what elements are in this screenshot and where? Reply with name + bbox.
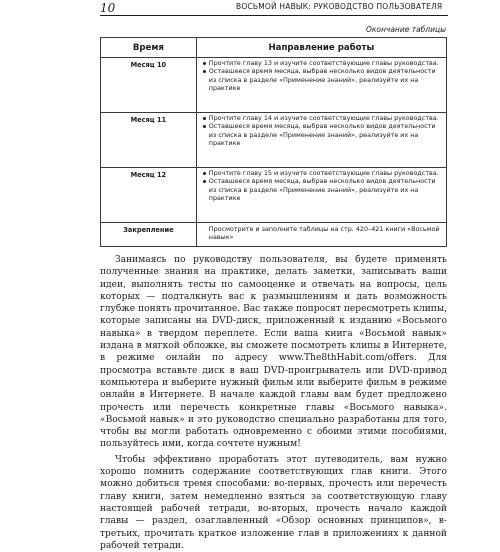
task-list	[197, 168, 446, 203]
task-item: Оставшееся время месяца, выбрав несколько видов деятельности из списка в разделе «Применение знаний», реализуйте их на практике	[209, 67, 442, 92]
header-rule	[100, 15, 448, 16]
paragraph: Чтобы эффективно проработать этот путеводитель, вам нужно хорошо помнить содержание соответствующих глав книги. Этого можно добиться тремя способами: во-первых, прочесть или перечесть главу книги, затем немедленно взяться за соответствующую главу настоящей рабочей тетради, во-вторых, прочесть начало каждой главы — раздел, озаглавленный «Обзор основных принципов», в-третьих, прочитать краткое изложение глав в приложениях к данной рабочей тетради.	[100, 454, 447, 551]
task-list	[197, 58, 446, 93]
table-row	[101, 58, 447, 113]
task-item: Оставшееся время месяца, выбрав несколько видов деятельности из списка в разделе «Применение знаний», реализуйте их на практике	[209, 177, 442, 202]
body-text	[100, 254, 447, 552]
task-list	[197, 113, 446, 148]
period-cell: Месяц 11	[101, 113, 197, 168]
table-header-row	[101, 38, 447, 58]
task-item: Прочтите главу 15 и изучите соответствующие главы руководства.	[209, 169, 442, 177]
final-task-text: Просмотрите и заполните таблицы на стр. 420–421 книги «Восьмой навык»	[208, 225, 440, 242]
table-row	[101, 168, 447, 223]
task-item: Оставшееся время месяца, выбрав несколько видов деятельности из списка в разделе «Применение знаний», реализуйте их на практике	[209, 122, 442, 147]
running-header: ВОСЬМОЙ НАВЫК: РУКОВОДСТВО ПОЛЬЗОВАТЕЛЯ	[236, 2, 443, 11]
tasks-cell	[196, 168, 446, 223]
task-item: Прочтите главу 14 и изучите соответствующие главы руководства.	[209, 114, 442, 122]
page-number: 10	[100, 1, 116, 15]
period-cell: Месяц 10	[101, 58, 197, 113]
task-item: Прочтите главу 13 и изучите соответствующие главы руководства.	[209, 59, 442, 67]
period-cell: Закрепление	[101, 223, 197, 247]
table-row	[101, 113, 447, 168]
paragraph: Занимаясь по руководству пользователя, вы будете применять полученные знания на практике, делать заметки, записывать ваши идеи, выполнять тесты по самооценке и отвечать на вопросы, цель которых — подталкнуть вас к размышлениям и дать возможность глубже понять прочитанное. Вас также попросят пересмотреть клипы, которые записаны на DVD-диск, приложенный к изданию «Восьмого навыка» в твердом переплете. Если ваша книга «Восьмой навык» издана в мягкой обложке, вы сможете посмотреть клипы в Интернете, в режиме онлайн по адресу www.The8thHabit.com/offers. Для просмотра вставьте диск в ваш DVD-проигрыватель или DVD-привод компьютера и выберите нужный фильм или выберите фильм в режиме онлайн в Интернете. В начале каждой главы вам будет предложено прочесть или перечесть конкретные главы «Восьмого навыка». «Восьмой навык» и это руководство специально разработаны для того, чтобы вы могли работать одновременно с обоими этими пособиями, пользуйтесь ими, когда сочтете нужным!	[100, 255, 447, 450]
tasks-cell	[196, 223, 446, 247]
table-caption: Окончание таблицы	[365, 25, 446, 34]
table-row-final	[101, 223, 447, 247]
column-header-direction: Направление работы	[196, 38, 446, 58]
period-cell: Месяц 12	[101, 168, 197, 223]
schedule-table	[100, 37, 447, 247]
tasks-cell	[196, 113, 446, 168]
column-header-time: Время	[101, 38, 197, 58]
tasks-cell	[196, 58, 446, 113]
